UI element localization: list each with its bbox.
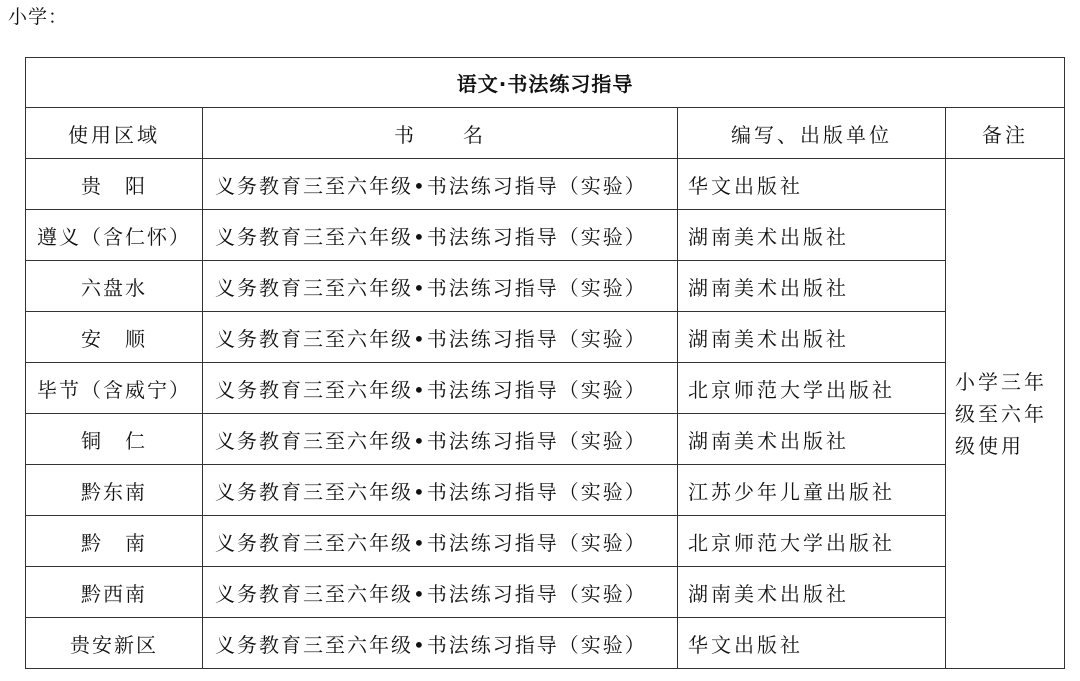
- book-cell: 义务教育三至六年级•书法练习指导（实验）: [203, 414, 678, 465]
- table-row: [26, 618, 1065, 669]
- publisher-cell: 湖南美术出版社: [678, 414, 946, 465]
- book-cell: 义务教育三至六年级•书法练习指导（实验）: [203, 516, 678, 567]
- region-cell: 铜 仁: [26, 414, 203, 465]
- region-cell: 贵安新区: [26, 618, 203, 669]
- publisher-cell: 北京师范大学出版社: [678, 516, 946, 567]
- publisher-cell: 华文出版社: [678, 618, 946, 669]
- publisher-cell: 湖南美术出版社: [678, 567, 946, 618]
- table-title-row: [26, 58, 1065, 108]
- publisher-cell: 江苏少年儿童出版社: [678, 465, 946, 516]
- book-cell: 义务教育三至六年级•书法练习指导（实验）: [203, 465, 678, 516]
- header-publisher: 编写、出版单位: [678, 108, 946, 159]
- table-header-row: [26, 108, 1065, 159]
- region-cell: 贵 阳: [26, 159, 203, 210]
- publisher-cell: 湖南美术出版社: [678, 312, 946, 363]
- textbook-table: [25, 57, 1065, 669]
- book-cell: 义务教育三至六年级•书法练习指导（实验）: [203, 567, 678, 618]
- note-cell: 小学三年级至六年级使用: [946, 159, 1065, 669]
- header-region: 使用区域: [26, 108, 203, 159]
- book-cell: 义务教育三至六年级•书法练习指导（实验）: [203, 159, 678, 210]
- table-title: 语文·书法练习指导: [26, 58, 1065, 108]
- region-cell: 毕节（含威宁）: [26, 363, 203, 414]
- publisher-cell: 湖南美术出版社: [678, 261, 946, 312]
- table-row: [26, 363, 1065, 414]
- region-cell: 黔西南: [26, 567, 203, 618]
- region-cell: 遵义（含仁怀）: [26, 210, 203, 261]
- table-row: [26, 210, 1065, 261]
- publisher-cell: 华文出版社: [678, 159, 946, 210]
- table-row: [26, 414, 1065, 465]
- header-note: 备注: [946, 108, 1065, 159]
- header-book: 书 名: [203, 108, 678, 159]
- table-row: [26, 261, 1065, 312]
- book-cell: 义务教育三至六年级•书法练习指导（实验）: [203, 312, 678, 363]
- publisher-cell: 湖南美术出版社: [678, 210, 946, 261]
- region-cell: 六盘水: [26, 261, 203, 312]
- region-cell: 黔东南: [26, 465, 203, 516]
- table-row: [26, 516, 1065, 567]
- book-cell: 义务教育三至六年级•书法练习指导（实验）: [203, 261, 678, 312]
- table-row: [26, 312, 1065, 363]
- book-cell: 义务教育三至六年级•书法练习指导（实验）: [203, 363, 678, 414]
- region-cell: 黔 南: [26, 516, 203, 567]
- table-row: [26, 567, 1065, 618]
- book-cell: 义务教育三至六年级•书法练习指导（实验）: [203, 210, 678, 261]
- publisher-cell: 北京师范大学出版社: [678, 363, 946, 414]
- region-cell: 安 顺: [26, 312, 203, 363]
- table-row: [26, 465, 1065, 516]
- book-cell: 义务教育三至六年级•书法练习指导（实验）: [203, 618, 678, 669]
- section-heading: 小学：: [8, 6, 69, 28]
- table-row: [26, 159, 1065, 210]
